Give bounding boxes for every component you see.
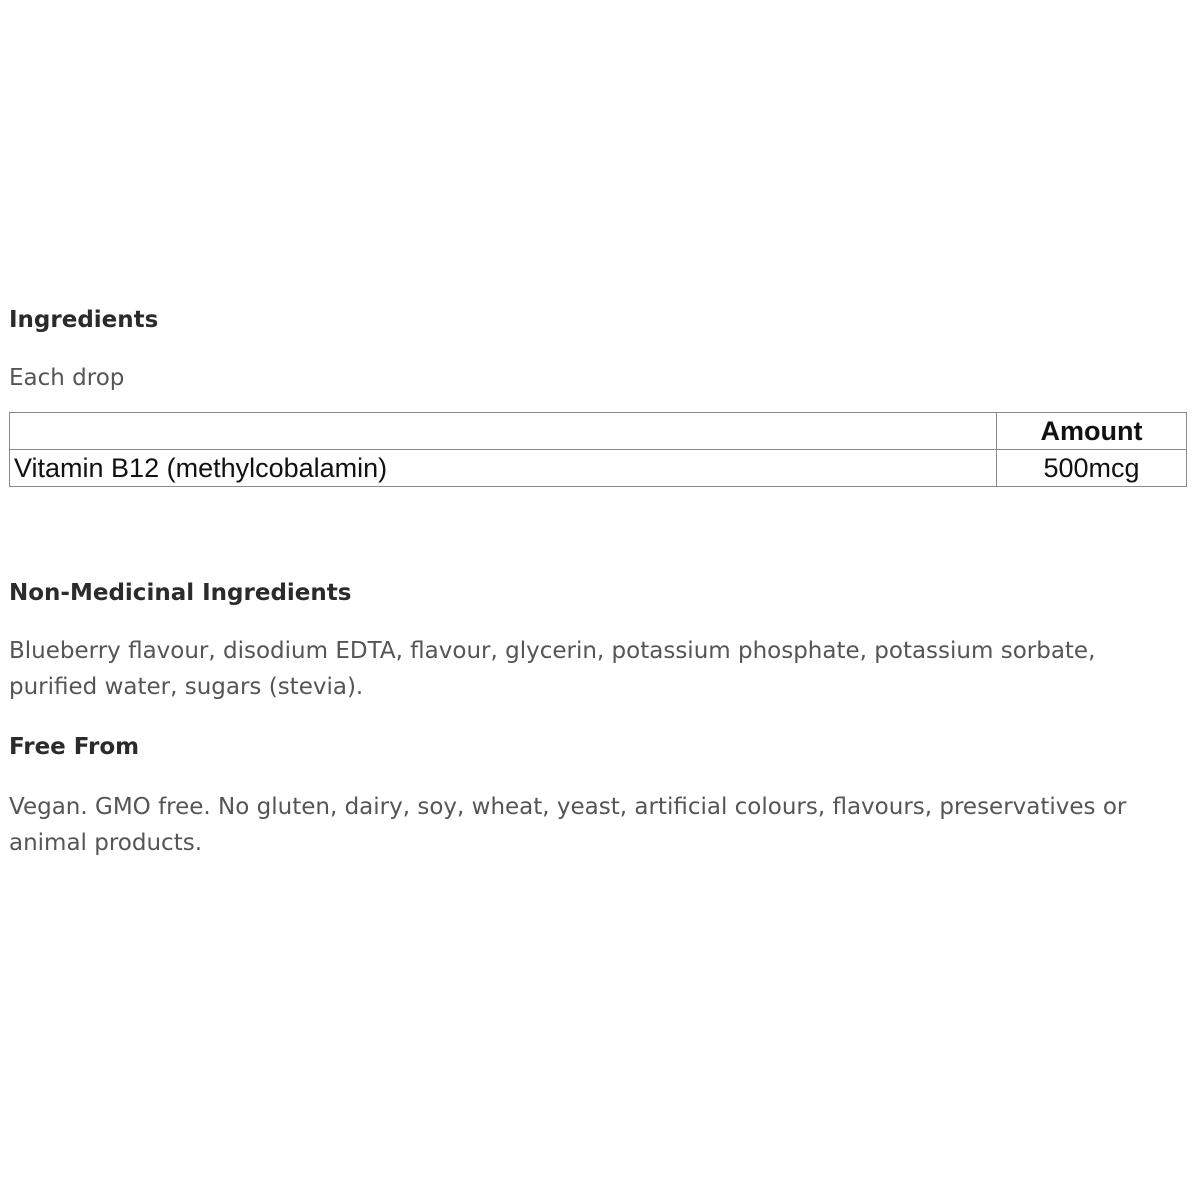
non-medicinal-text: Blueberry flavour, disodium EDTA, flavour, glycerin, potassium phosphate, potassium sorbate, purified water, sugars (stevia). [9,638,1096,700]
product-info-content [9,300,1187,861]
table-row [10,450,1187,487]
ingredients-heading: Ingredients [9,307,159,333]
table-header-name [10,413,997,450]
ingredients-intro: Each drop [9,365,125,391]
ingredient-name: Vitamin B12 (methylcobalamin) [10,450,997,487]
free-from-text: Vegan. GMO free. No gluten, dairy, soy, wheat, yeast, artificial colours, flavours, preservatives or animal products. [9,794,1127,856]
non-medicinal-heading: Non-Medicinal Ingredients [9,580,352,606]
ingredients-table [9,412,1187,487]
table-header-row [10,413,1187,450]
free-from-heading: Free From [9,734,140,760]
ingredient-amount: 500mcg [997,450,1187,487]
table-header-amount: Amount [997,413,1187,450]
